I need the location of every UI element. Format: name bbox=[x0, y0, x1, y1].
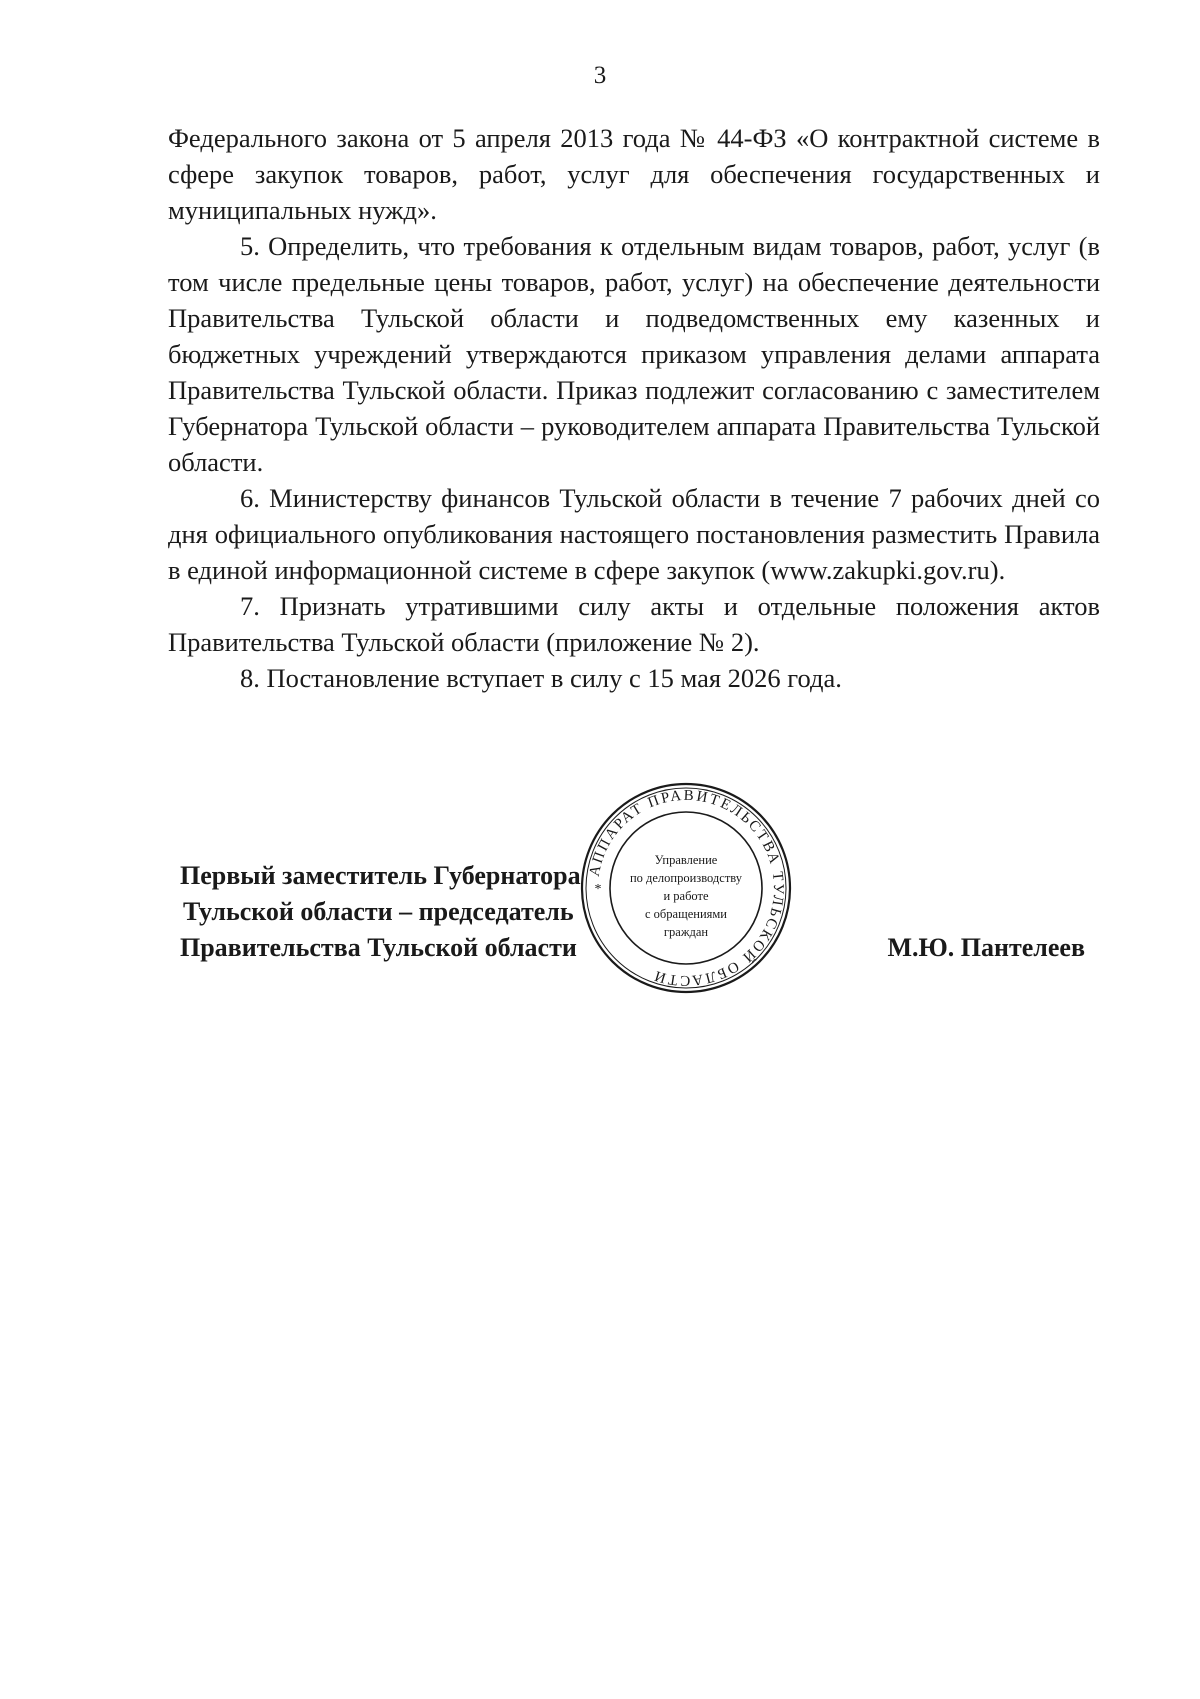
signer-title-line-2: Тульской области – председатель bbox=[183, 897, 574, 926]
seal-center-line-3: и работе bbox=[663, 889, 709, 903]
signer-title bbox=[180, 858, 581, 966]
seal-center-line-1: Управление bbox=[654, 853, 718, 867]
paragraph-item-7: 7. Признать утратившими силу акты и отдельные положения актов Правительства Тульской области (приложение № 2). bbox=[168, 591, 1100, 657]
paragraph-law-reference: Федерального закона от 5 апреля 2013 года № 44-ФЗ «О контрактной системе в сфере закупок товаров, работ, услуг для обеспечения государственных и муниципальных нужд». bbox=[168, 123, 1100, 225]
seal-center-line-5: граждан bbox=[663, 925, 709, 939]
signer-title-line-1: Первый заместитель Губернатора bbox=[180, 861, 581, 890]
seal-graphic bbox=[578, 780, 794, 996]
seal-outer-ring bbox=[582, 784, 790, 992]
paragraph-item-5: 5. Определить, что требования к отдельным видам товаров, работ, услуг (в том числе предельные цены товаров, работ, услуг) на обеспечение деятельности Правительства Тульской области и подведомственных ему казенных и бюджетных учреждений утверждаются приказом управления делами аппарата Правительства Тульской области. Приказ подлежит согласованию с заместителем Губернатора Тульской области – руководителем аппарата Правительства Тульской области. bbox=[168, 231, 1100, 477]
page-number: 3 bbox=[593, 62, 607, 89]
seal-inner-ring bbox=[610, 812, 762, 964]
paragraph-item-8: 8. Постановление вступает в силу с 15 мая 2026 года. bbox=[240, 663, 842, 693]
document-body bbox=[168, 120, 1100, 696]
seal-center-line-4: с обращениями bbox=[645, 907, 727, 921]
signer-title-line-3: Правительства Тульской области bbox=[180, 933, 577, 962]
paragraph-item-6: 6. Министерству финансов Тульской области в течение 7 рабочих дней со дня официального опубликования настоящего постановления разместить Правила в единой информационной системе в сфере закупок (www.zakupki.gov.ru). bbox=[168, 483, 1100, 585]
seal-ring-text: АППАРАТ ПРАВИТЕЛЬСТВА ТУЛЬСКОЙ ОБЛАСТИ bbox=[586, 787, 787, 989]
seal-star-icon: * bbox=[594, 882, 602, 897]
seal-center-line-2: по делопроизводству bbox=[629, 871, 743, 885]
official-seal bbox=[578, 780, 794, 996]
signer-name: М.Ю. Пантелеев bbox=[887, 933, 1085, 962]
